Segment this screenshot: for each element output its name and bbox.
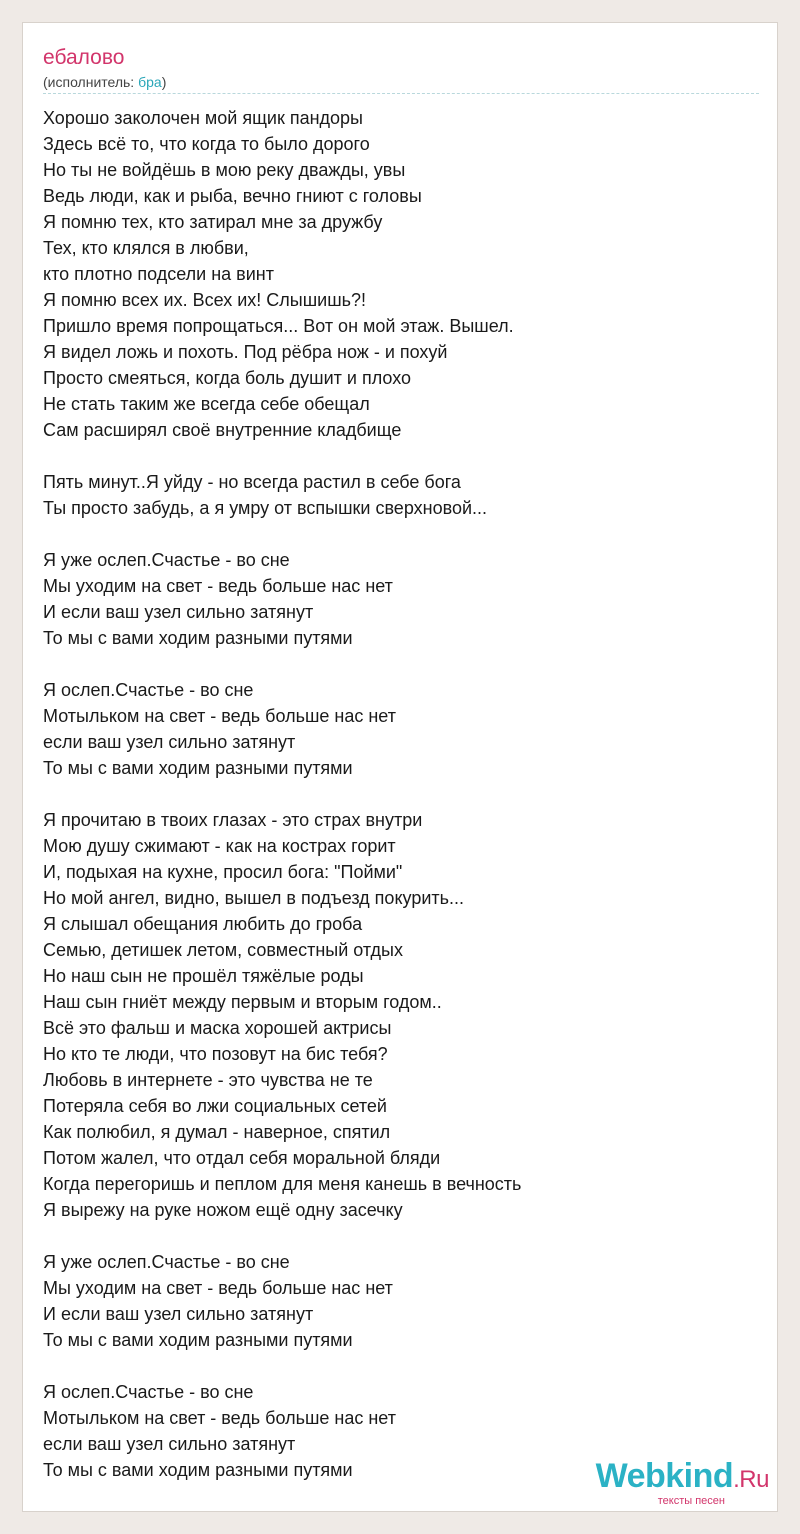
logo-tagline: тексты песен <box>657 1495 725 1507</box>
lyric-line: Я слышал обещания любить до гроба <box>43 914 363 934</box>
logo-name: Webkind <box>595 1457 734 1495</box>
lyric-line: Потеряла себя во лжи социальных сетей <box>43 1096 387 1116</box>
artist-suffix: ) <box>161 74 167 90</box>
lyric-blank-line <box>43 781 759 807</box>
lyric-line: И, подыхая на кухне, просил бога: "Пойми" <box>43 862 403 882</box>
lyric-line: Любовь в интернете - это чувства не те <box>43 1070 373 1090</box>
lyric-line: Мотыльком на свет - ведь больше нас нет <box>43 1408 396 1428</box>
lyrics-text <box>43 105 759 1483</box>
lyric-blank-line <box>43 443 759 469</box>
lyric-line: Просто смеяться, когда боль душит и плохо <box>43 368 412 388</box>
title-divider <box>43 93 759 94</box>
lyric-line: То мы с вами ходим разными путями <box>43 758 353 778</box>
lyric-line: Всё это фальш и маска хорошей актрисы <box>43 1018 392 1038</box>
lyric-line: Здесь всё то, что когда то было дорого <box>43 134 370 154</box>
lyric-line: Я видел ложь и похоть. Под рёбра нож - и похуй <box>43 342 448 362</box>
lyric-blank-line <box>43 521 759 547</box>
logo-tld: .Ru <box>733 1466 769 1493</box>
lyric-line: Я ослеп.Счастье - во сне <box>43 1382 254 1402</box>
lyric-line: То мы с вами ходим разными путями <box>43 1330 353 1350</box>
lyric-line: Потом жалел, что отдал себя моральной бляди <box>43 1148 441 1168</box>
lyric-line: Но наш сын не прошёл тяжёлые роды <box>43 966 364 986</box>
lyric-line: Пришло время попрощаться... Вот он мой этаж. Вышел. <box>43 316 514 336</box>
lyric-blank-line <box>43 651 759 677</box>
lyric-line: Тех, кто клялся в любви, <box>43 238 249 258</box>
lyric-line: Я уже ослеп.Счастье - во сне <box>43 550 290 570</box>
lyric-line: Семью, детишек летом, совместный отдых <box>43 940 403 960</box>
lyric-line: Я помню тех, кто затирал мне за дружбу <box>43 212 383 232</box>
lyric-line: Как полюбил, я думал - наверное, спятил <box>43 1122 391 1142</box>
lyric-line: Но ты не войдёшь в мою реку дважды, увы <box>43 160 406 180</box>
lyric-line: Когда перегоришь и пеплом для меня канешь в вечность <box>43 1174 522 1194</box>
artist-link[interactable]: бра <box>138 74 162 90</box>
lyric-line: Я вырежу на руке ножом ещё одну засечку <box>43 1200 403 1220</box>
lyric-line: Я помню всех их. Всех их! Слышишь?! <box>43 290 367 310</box>
lyric-line: Но мой ангел, видно, вышел в подъезд покурить... <box>43 888 465 908</box>
lyric-line: Я прочитаю в твоих глазах - это страх внутри <box>43 810 423 830</box>
song-title: ебалово <box>43 46 125 69</box>
lyric-line: Но кто те люди, что позовут на бис тебя? <box>43 1044 388 1064</box>
lyric-line: Хорошо заколочен мой ящик пандоры <box>43 108 363 128</box>
lyric-line: кто плотно подсели на винт <box>43 264 274 284</box>
lyric-line: Я уже ослеп.Счастье - во сне <box>43 1252 290 1272</box>
lyric-line: Мы уходим на свет - ведь больше нас нет <box>43 1278 393 1298</box>
lyric-line: Мы уходим на свет - ведь больше нас нет <box>43 576 393 596</box>
lyric-line: если ваш узел сильно затянут <box>43 732 296 752</box>
lyric-line: Пять минут..Я уйду - но всегда растил в себе бога <box>43 472 461 492</box>
lyric-line: Ведь люди, как и рыба, вечно гниют с головы <box>43 186 422 206</box>
artist-line <box>43 73 166 91</box>
lyric-blank-line <box>43 1223 759 1249</box>
lyric-line: Я ослеп.Счастье - во сне <box>43 680 254 700</box>
lyric-line: Мою душу сжимают - как на кострах горит <box>43 836 396 856</box>
lyric-line: если ваш узел сильно затянут <box>43 1434 296 1454</box>
lyric-blank-line <box>43 1353 759 1379</box>
lyric-line: Наш сын гниёт между первым и вторым годом.. <box>43 992 442 1012</box>
lyric-line: Не стать таким же всегда себе обещал <box>43 394 370 414</box>
lyric-line: Ты просто забудь, а я умру от вспышки сверхновой... <box>43 498 488 518</box>
webkind-logo[interactable] <box>579 1457 769 1507</box>
logo-wordmark <box>579 1459 769 1497</box>
artist-prefix: (исполнитель: <box>43 74 139 90</box>
lyrics-page-card <box>22 22 778 1512</box>
lyric-line: Сам расширял своё внутренние кладбище <box>43 420 402 440</box>
lyric-line: И если ваш узел сильно затянут <box>43 1304 314 1324</box>
lyric-line: То мы с вами ходим разными путями <box>43 1460 353 1480</box>
lyric-line: Мотыльком на свет - ведь больше нас нет <box>43 706 396 726</box>
lyric-line: И если ваш узел сильно затянут <box>43 602 314 622</box>
lyric-line: То мы с вами ходим разными путями <box>43 628 353 648</box>
